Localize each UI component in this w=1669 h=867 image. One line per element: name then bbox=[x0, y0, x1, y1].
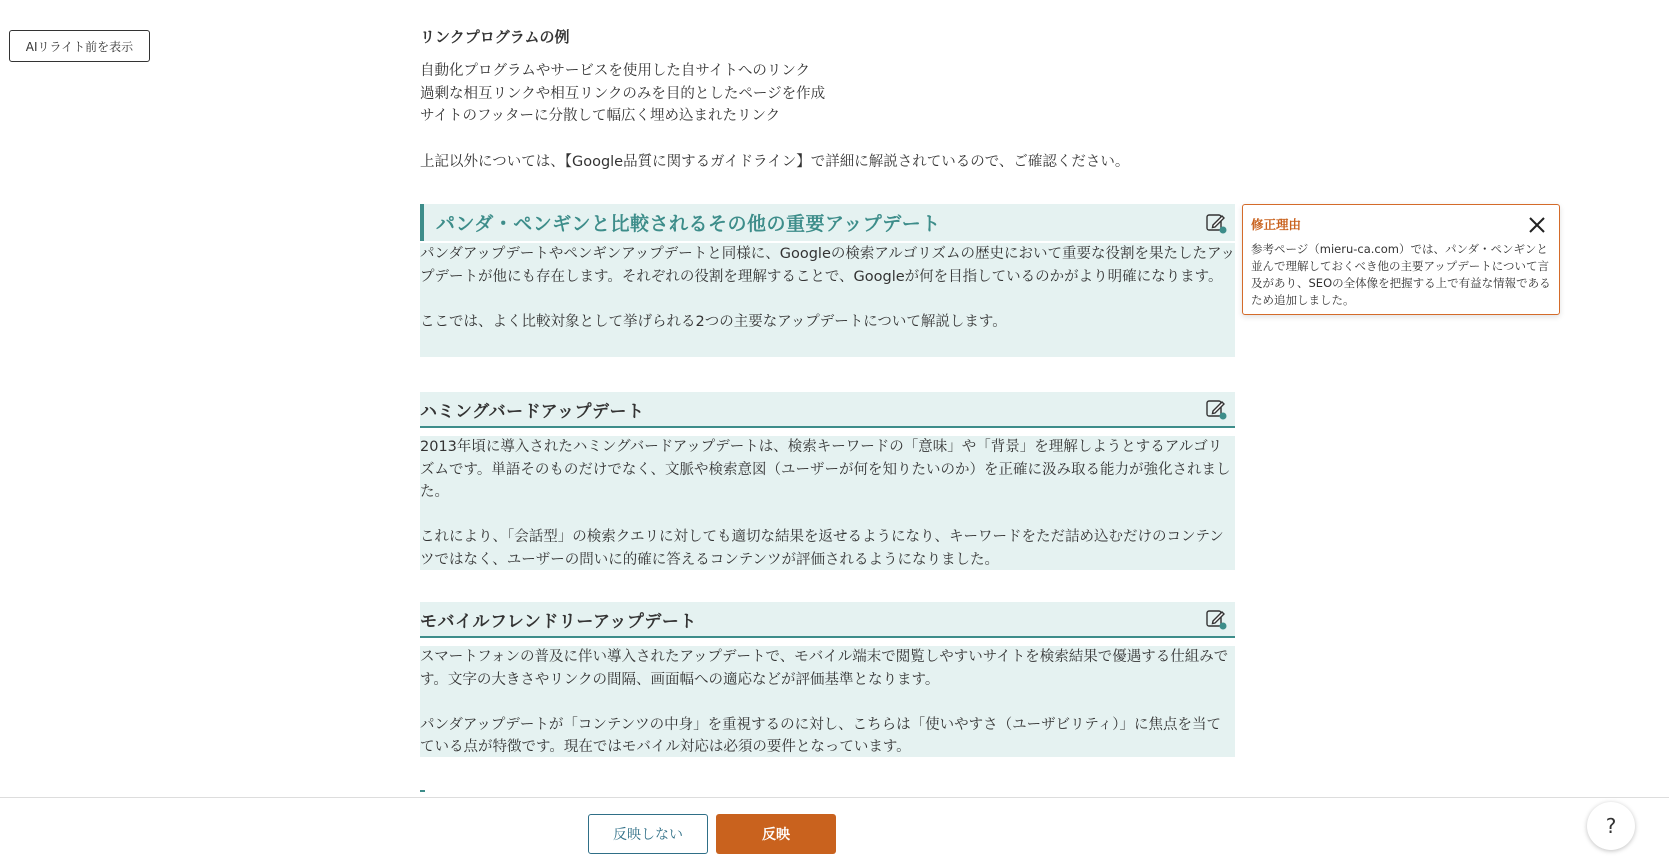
edit-icon[interactable] bbox=[1205, 398, 1227, 420]
edit-icon[interactable] bbox=[1205, 212, 1227, 234]
reject-button[interactable]: 反映しない bbox=[588, 814, 708, 854]
apply-button[interactable]: 反映 bbox=[716, 814, 836, 854]
section-heading-hummingbird bbox=[420, 392, 1235, 428]
section-heading-mobile-friendly bbox=[420, 602, 1235, 638]
paragraph: 2013年頃に導入されたハミングバードアップデートは、検索キーワードの「意味」や「背景」を理解しようとするアルゴリズムです。単語そのものだけでなく、文脈や検索意図（ユーザーが何を知りたいのか）を正確に汲み取る能力が強化されました。 bbox=[420, 439, 1231, 500]
list-item: 自動化プログラムやサービスを使用した自サイトへのリンク bbox=[420, 63, 811, 79]
section-heading-other-updates bbox=[420, 204, 1235, 241]
link-program-list bbox=[420, 60, 825, 128]
close-icon[interactable] bbox=[1527, 215, 1547, 235]
section-heading-text: パンダ・ペンギンと比較されるその他の重要アップデート bbox=[436, 213, 941, 235]
show-before-rewrite-button[interactable]: AIリライト前を表示 bbox=[9, 30, 150, 62]
revision-reason-card bbox=[1242, 204, 1560, 315]
section-hummingbird-body bbox=[420, 436, 1235, 570]
paragraph: パンダアップデートやペンギンアップデートと同様に、Googleの検索アルゴリズムの歴史において重要な役割を果たしたアップデートが他にも存在します。それぞれの役割を理解することで、Googleが何を目指しているのかがより明確になります。 bbox=[420, 246, 1235, 285]
guideline-note: 上記以外については、【Google品質に関するガイドライン】で詳細に解説されているので、ご確認ください。 bbox=[420, 154, 1130, 170]
link-program-heading: リンクプログラムの例 bbox=[420, 28, 570, 46]
section-mobile-body bbox=[420, 646, 1235, 757]
edit-icon[interactable] bbox=[1205, 608, 1227, 630]
help-button[interactable]: ? bbox=[1587, 802, 1635, 850]
revision-reason-body: 参考ページ（mieru-ca.com）では、パンダ・ペンギンと並んで理解しておくべき他の主要アップデートについて言及があり、SEOの全体像を把握する上で有益な情報であるため追加しました。 bbox=[1251, 242, 1551, 307]
action-footer bbox=[0, 797, 1669, 867]
next-section-marker bbox=[420, 790, 425, 792]
section-heading-text: モバイルフレンドリーアップデート bbox=[420, 611, 697, 632]
section-main-body bbox=[420, 243, 1235, 357]
list-item: 過剰な相互リンクや相互リンクのみを目的としたページを作成 bbox=[420, 85, 826, 102]
paragraph: ここでは、よく比較対象として挙げられる2つの主要なアップデートについて解説します。 bbox=[420, 313, 1007, 330]
paragraph: スマートフォンの普及に伴い導入されたアップデートで、モバイル端末で閲覧しやすいサイトを検索結果で優遇する仕組みです。文字の大きさやリンクの間隔、画面幅への適応などが評価基準となります。 bbox=[420, 649, 1229, 688]
section-heading-text: ハミングバードアップデート bbox=[420, 401, 645, 422]
revision-reason-title: 修正理由 bbox=[1251, 217, 1302, 232]
paragraph: パンダアップデートが「コンテンツの中身」を重視するのに対し、こちらは「使いやすさ（ユーザビリティ）」に焦点を当てている点が特徴です。現在ではモバイル対応は必須の要件となっています。 bbox=[420, 716, 1221, 755]
paragraph: これにより、「会話型」の検索クエリに対しても適切な結果を返せるようになり、キーワードをただ詰め込むだけのコンテンツではなく、ユーザーの問いに的確に答えるコンテンツが評価されるようになりました。 bbox=[420, 529, 1224, 568]
list-item: サイトのフッターに分散して幅広く埋め込まれたリンク bbox=[420, 108, 781, 124]
